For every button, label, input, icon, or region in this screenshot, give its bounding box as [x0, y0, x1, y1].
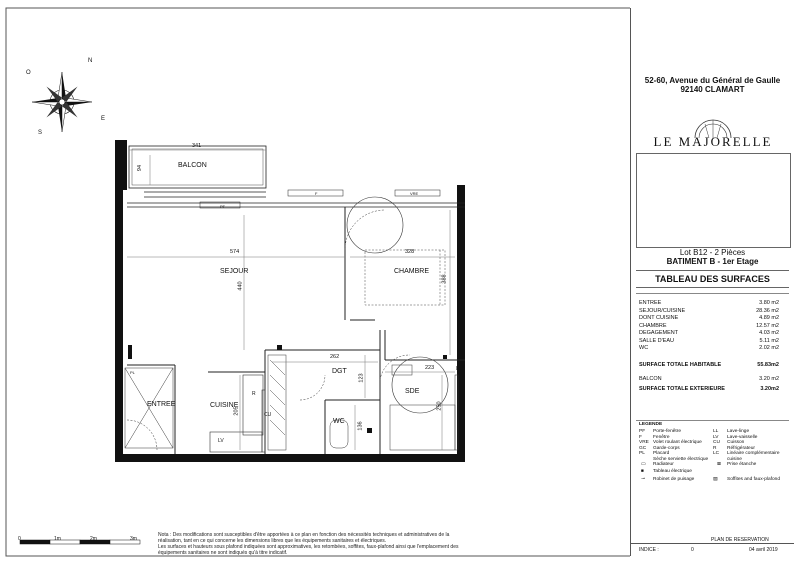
dim-94: 94	[137, 164, 144, 172]
compass-e-label: E	[101, 116, 106, 122]
radiator-icon: ▭	[641, 462, 646, 467]
surface-label: CHAMBRE	[639, 322, 667, 329]
hatched-soffit	[270, 360, 285, 435]
indice-value: 0	[691, 547, 694, 553]
legend-code: PF	[639, 429, 646, 434]
dim-136: 136	[357, 421, 364, 431]
interior-walls	[127, 207, 465, 454]
plan-date: 04 avril 2019	[749, 547, 778, 553]
dim-341: 341	[192, 143, 202, 149]
surface-row	[639, 300, 789, 308]
scale-3m: 3m	[130, 536, 137, 542]
legend-text: Soffites and faux-plafond	[727, 477, 780, 482]
legend-text: Cuisson	[727, 440, 745, 445]
disclaimer-notes	[158, 532, 538, 556]
surface-row	[639, 330, 789, 338]
logo-text: LE MAJORELLE	[653, 134, 773, 149]
waterproof-socket-icon: ⊠	[717, 462, 722, 467]
balcony	[129, 146, 266, 197]
divider	[636, 293, 789, 294]
dim-123: 123	[358, 373, 365, 383]
balcon-row	[639, 376, 789, 384]
plan-label: PLAN DE RESERVATION	[711, 537, 769, 543]
surface-value: 4.03 m2	[759, 330, 779, 336]
surface-value: 5.11 m2	[759, 337, 779, 344]
legend-code: LL	[713, 429, 719, 434]
legend-code: VRE	[639, 440, 649, 445]
legend-text: Fenêtre	[653, 434, 670, 440]
legend-text: Radiateur	[653, 462, 674, 467]
surface-label: SEJOUR/CUISINE	[639, 307, 686, 314]
legend-text: Tableau électrique	[653, 469, 692, 474]
lot-line-2: BATIMENT B - 1er Etage	[666, 257, 759, 266]
dim-223: 223	[425, 365, 435, 371]
scale-2m: 2m	[90, 536, 97, 542]
title-block	[630, 8, 794, 556]
surface-value: 28.36 m2	[756, 307, 779, 314]
dim-250: 250	[436, 401, 443, 411]
legend-text: Lave-vaisselle	[727, 434, 758, 440]
legend-code: F	[639, 434, 642, 440]
total-exterieure-row	[639, 386, 789, 394]
legend-code: LC	[713, 451, 720, 456]
legend-code: GC	[639, 445, 647, 451]
legend-code: LV	[713, 434, 719, 440]
legend-text: Linéaire complémentaire	[727, 451, 780, 456]
legend-text: Garde-corps	[653, 445, 680, 451]
dim-328: 328	[405, 249, 415, 255]
hatch-icon: ▨	[713, 477, 718, 482]
surface-label: ENTREE	[639, 300, 662, 306]
surface-label: WC	[639, 345, 649, 351]
entree-closet	[125, 368, 176, 448]
total-habitable-row	[639, 362, 789, 370]
divider	[636, 420, 789, 421]
project-logo	[645, 100, 781, 155]
drawing-frame	[6, 8, 630, 556]
surface-label: DEGAGEMENT	[639, 330, 679, 336]
surface-row	[639, 308, 789, 316]
scale-0: 0	[18, 536, 21, 542]
total-habitable-value: 55.83m2	[757, 361, 779, 368]
surface-label: SALLE D'EAU	[639, 337, 674, 344]
key-plan-box	[636, 153, 791, 248]
surface-table-title: TABLEAU DES SURFACES	[636, 270, 789, 288]
total-habitable-label: SURFACE TOTALE HABITABLE	[639, 361, 722, 368]
chambre-furniture	[365, 250, 445, 305]
indice-label: INDICE :	[639, 547, 659, 553]
surface-row	[639, 345, 789, 353]
note-line-4: équipements sanitaires ne sont indiqués qu'à titre indicatif.	[158, 550, 288, 556]
fixture-pl: PL	[130, 370, 135, 375]
address-line-1: 52-60, Avenue du Général de Gaulle	[644, 76, 781, 85]
room-sejour: SEJOUR	[220, 268, 249, 275]
room-balcon: BALCON	[178, 162, 207, 169]
fixture-ll: LL	[456, 366, 462, 372]
surface-row	[639, 323, 789, 331]
balcon-value: 3.20 m2	[759, 376, 779, 382]
note-line-3: Les surfaces et hauteurs sous plafond indiquées sont approximatives, les retombées, soffites, faux-plafond ainsi que l'emplacement des	[158, 544, 459, 550]
legend-text: Placard	[653, 451, 670, 456]
room-entree: ENTREE	[147, 401, 176, 408]
fixture-vre: VRE	[410, 191, 419, 196]
address-line-2: 92140 CLAMART	[680, 85, 745, 94]
fixture-r: R	[252, 391, 256, 397]
total-exterieure-value: 3.20m2	[760, 385, 779, 392]
legend-text: cuisine	[727, 456, 742, 462]
room-dgt: DGT	[332, 368, 347, 375]
surface-value: 3.80 m2	[759, 300, 779, 306]
room-cuisine: CUISINE	[210, 402, 239, 409]
surface-row	[639, 315, 789, 323]
dim-440: 440	[237, 281, 244, 291]
electrical-panel-icon: ■	[641, 469, 644, 474]
fixture-pf: PF	[220, 204, 226, 209]
compass-o-label: O	[26, 70, 31, 76]
legend-text: Volet roulant électrique	[653, 440, 702, 445]
legend-title: LEGENDE	[639, 422, 663, 427]
surface-value: 2.02 m2	[759, 345, 779, 351]
dim-205: 205	[233, 406, 240, 416]
lot-line-1: Lot B12 - 2 Pièces	[679, 248, 746, 257]
legend-text: Robinet de puisage	[653, 477, 695, 482]
note-line-1: Nota : Des modifications sont susceptibles d'être apportées à ce plan en fonction des nécessités techniques et administratives de la	[158, 532, 450, 538]
dim-388: 388	[441, 274, 448, 284]
room-wc: WC	[333, 418, 345, 425]
compass-n-label: N	[88, 58, 93, 64]
legend-text: Sèche serviette électrique	[653, 456, 709, 462]
note-line-2: réalisation, tant en ce qui concerne les dimensions libres que les équipements sanitaires et électriques.	[158, 538, 387, 544]
scale-bar	[20, 540, 140, 544]
room-chambre: CHAMBRE	[394, 268, 430, 275]
compass-s-label: S	[38, 130, 43, 136]
surface-row	[639, 338, 789, 346]
dim-574: 574	[230, 249, 240, 255]
surface-value: 12.57 m2	[756, 322, 779, 329]
surface-label: DONT CUISINE	[639, 315, 679, 321]
tap-icon: ⊸	[641, 477, 646, 482]
room-sde: SDE	[405, 388, 420, 395]
fixture-f: F	[315, 191, 318, 196]
fixture-lv: LV	[218, 438, 224, 444]
electrical-symbols	[128, 345, 447, 433]
compass-rose-icon	[31, 71, 93, 133]
legend-text: Lave-linge	[727, 429, 750, 434]
lot-info	[636, 248, 789, 270]
legend-text: Prise étanche	[727, 462, 757, 467]
legend-text: Réfrigérateur	[727, 445, 755, 451]
legend-text: Porte-fenêtre	[653, 429, 681, 434]
scale-1m: 1m	[54, 536, 61, 542]
fixture-cu: CU	[264, 412, 272, 418]
surface-value: 4.89 m2	[759, 315, 779, 321]
legend-code: CU	[713, 440, 720, 445]
legend-code: R	[713, 445, 717, 451]
dim-262: 262	[330, 354, 340, 360]
legend-code: PL	[639, 451, 645, 456]
total-exterieure-label: SURFACE TOTALE EXTERIEURE	[639, 385, 725, 392]
balcon-label: BALCON	[639, 376, 662, 382]
surface-table	[639, 300, 789, 393]
revision-block	[631, 537, 794, 556]
